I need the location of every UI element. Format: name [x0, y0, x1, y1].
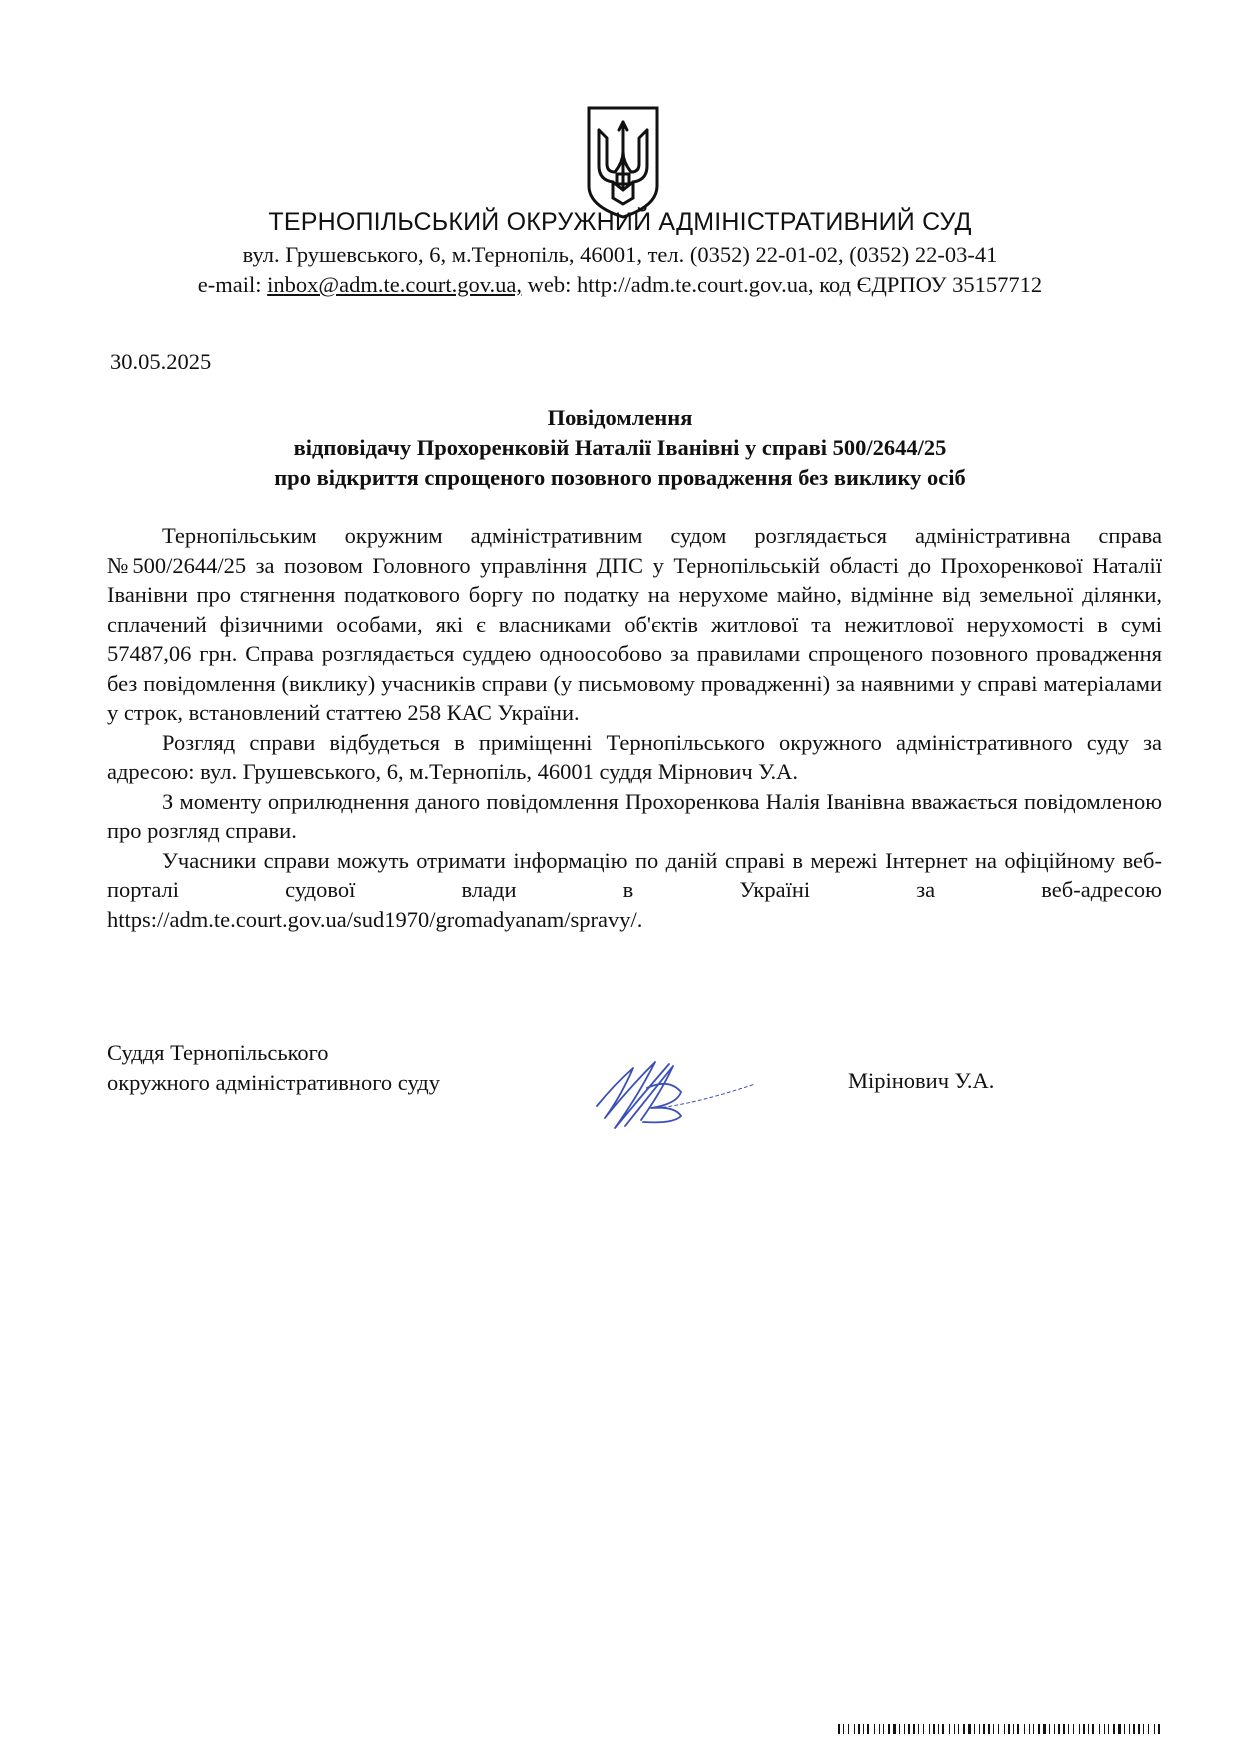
email-link[interactable]: inbox@adm.te.court.gov.ua,	[267, 272, 522, 297]
notice-body	[107, 521, 1162, 934]
document-title: Повідомлення	[547, 405, 693, 430]
body-paragraph-portal: Учасники справи можуть отримати інформацію по даній справі в мережі Інтернет на офіційному веб-порталі судової влади в Україні за веб-адресою	[107, 847, 1162, 902]
portal-url[interactable]: https://adm.te.court.gov.ua/sud1970/gromadyanam/spravy/.	[107, 906, 643, 932]
document-date: 30.05.2025	[110, 349, 212, 374]
body-paragraph-notification: З моменту оприлюднення даного повідомлення Прохоренкова Налія Іванівна вважається повідомленою про розгляд справи.	[107, 788, 1162, 843]
barcode-icon	[838, 1724, 1160, 1734]
signer-role	[107, 1038, 440, 1097]
court-contacts	[0, 272, 1240, 298]
signer-role-line-2: окружного адміністративного суду	[107, 1069, 440, 1095]
signer-name: Мірінович У.А.	[848, 1068, 995, 1093]
signer-role-line-1: Суддя Тернопільського	[107, 1040, 329, 1065]
contacts-suffix: web: http://adm.te.court.gov.ua, код ЄДРПОУ 35157712	[521, 272, 1043, 297]
document-subtitle-recipient: відповідачу Прохоренковій Наталії Іванівні у справі 500/2644/25	[293, 435, 947, 460]
contacts-prefix: e-mail:	[197, 272, 268, 297]
court-name: ТЕРНОПІЛЬСЬКИЙ ОКРУЖНИЙ АДМІНІСТРАТИВНИЙ СУД	[268, 208, 972, 236]
trident-coat-of-arms-icon	[585, 104, 661, 220]
body-paragraph-case: Тернопільським окружним адміністративним судом розглядається адміністративна справа №500/2644/25 за позовом Головного управління ДПС у Тернопільській області до Прохоренкової Наталії Іванівни про стягнення податкового боргу по податку на нерухоме майно, відмінне від земельної ділянки, сплачений фізичними особами, які є власниками об'єктів житлової та нежитлової нерухомості в сумі 57487,06 грн. Справа розглядається суддею одноособово за правилами спрощеного позовного провадження без повідомлення (виклику) учасників справи (у письмовому провадженні) за наявними у справі матеріалами у строк, встановлений статтею 258 КАС України.	[107, 523, 1162, 725]
document-subtitle-subject: про відкриття спрощеного позовного провадження без виклику осіб	[274, 465, 966, 490]
handwritten-signature-icon	[585, 1048, 765, 1138]
body-paragraph-location: Розгляд справи відбудеться в приміщенні Тернопільського окружного адміністративного суду за адресою: вул. Грушевського, 6, м.Тернопіль, 46001 суддя Мірнович У.А.	[107, 729, 1162, 784]
court-address: вул. Грушевського, 6, м.Тернопіль, 46001, тел. (0352) 22-01-02, (0352) 22-03-41	[242, 242, 998, 267]
